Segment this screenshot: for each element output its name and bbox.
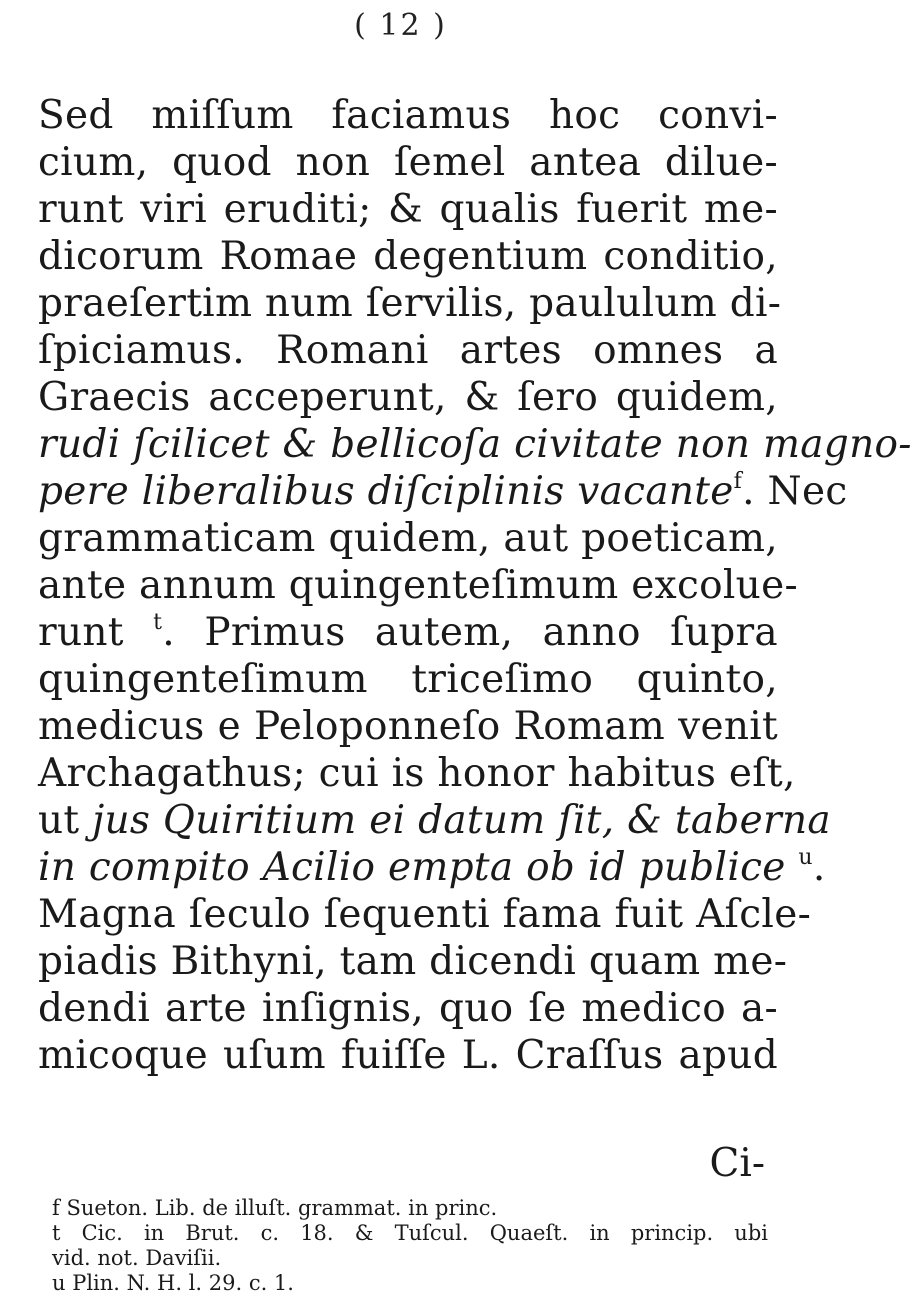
italic-phrase: & taberna bbox=[627, 798, 831, 843]
text-line: Magna ſeculo ſequenti fama fuit Aſcle- bbox=[38, 892, 812, 937]
text-line: dendi arte inſignis, quo ſe medico a- bbox=[38, 986, 778, 1031]
footnote-ref-t: t bbox=[153, 610, 163, 635]
text-line: Graecis acceperunt, & ſero quidem, bbox=[38, 375, 778, 420]
text-fragment: ut bbox=[38, 798, 80, 843]
text-line: piadis Bithyni, tam dicendi quam me- bbox=[38, 939, 788, 984]
footnote-ref-f: f bbox=[733, 469, 743, 494]
footnote-t: t Cic. in Brut. c. 18. & Tuſcul. Quaeſt. in princip. ubi bbox=[52, 1221, 768, 1245]
text-line: cium, quod non ſemel antea dilue- bbox=[38, 140, 778, 185]
text-line: pere liberalibus diſciplinis vacante$^f$. Nec bbox=[38, 469, 848, 514]
text-line: medicus e Peloponneſo Romam venit bbox=[38, 704, 778, 749]
footnotes bbox=[52, 1196, 768, 1296]
text-line: micoque uſum fuiſſe L. Craſſus apud bbox=[38, 1033, 778, 1078]
text-fragment: runt bbox=[38, 610, 124, 655]
page-number: ( 12 ) bbox=[354, 8, 447, 43]
footnote-f: f Sueton. Lib. de illuſt. grammat. in princ. bbox=[52, 1196, 498, 1220]
italic-phrase: pere liberalibus diſciplinis vacante bbox=[38, 469, 734, 514]
text-line: ſpiciamus. Romani artes omnes a bbox=[38, 328, 778, 373]
text-line: runt viri eruditi; & qualis fuerit me- bbox=[38, 187, 778, 232]
text-line: Sed miſſum faciamus hoc convi- bbox=[38, 93, 778, 138]
italic-phrase: jus Quiritium ei datum ſit, bbox=[92, 798, 615, 843]
text-fragment: Primus autem, anno ſupra bbox=[204, 610, 778, 655]
catchword: Ci- bbox=[709, 1141, 765, 1186]
main-text bbox=[38, 92, 912, 1079]
text-line-italic: rudi ſcilicet & bellicoſa civitate non magno- bbox=[38, 422, 912, 467]
text-line: in compito Acilio empta ob id publice $^u$. bbox=[38, 845, 826, 890]
text-line bbox=[38, 797, 831, 844]
footnote-ref-u: u bbox=[798, 845, 813, 870]
text-fragment: Nec bbox=[767, 469, 848, 514]
text-line: runt $^t$. Primus autem, anno ſupra bbox=[38, 610, 778, 655]
footnote-u: u Plin. N. H. l. 29. c. 1. bbox=[52, 1271, 294, 1295]
text-line: dicorum Romae degentium conditio, bbox=[38, 234, 778, 279]
text-line: ante annum quingenteſimum excolue- bbox=[38, 563, 798, 608]
text-line: quingenteſimum triceſimo quinto, bbox=[38, 657, 778, 702]
text-line: grammaticam quidem, aut poeticam, bbox=[38, 516, 778, 561]
text-line: praeſertim num ſervilis, paululum di- bbox=[38, 281, 782, 326]
text-line: Archagathus; cui is honor habitus eſt, bbox=[38, 751, 796, 796]
footnote-t-continued: vid. not. Daviſii. bbox=[52, 1246, 222, 1270]
italic-phrase: in compito Acilio empta ob id publice bbox=[38, 845, 786, 890]
